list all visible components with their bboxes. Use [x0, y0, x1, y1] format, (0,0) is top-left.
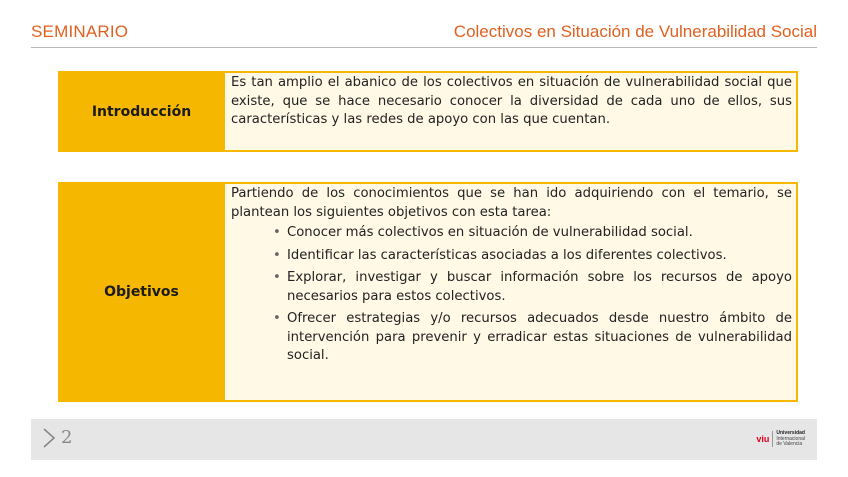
introduction-label: Introducción [58, 71, 225, 152]
bullet-icon: • [273, 270, 281, 285]
objective-text: Conocer más colectivos en situación de vulnerabilidad social. [287, 225, 693, 240]
bullet-icon: • [273, 247, 281, 263]
introduction-text: Es tan amplio el abanico de los colectivos en situación de vulnerabilidad social que existe, que se hace necesario conocer la diversidad de cada uno de ellos, sus características y las redes de apoyo con las que cuentan. [225, 71, 798, 152]
page-number: 2 [61, 427, 73, 448]
list-item [231, 247, 792, 266]
introduction-section [58, 71, 798, 152]
university-logo [756, 431, 805, 448]
objective-text: Ofrecer estrategias y/o recursos adecuados desde nuestro ámbito de intervención para prevenir y erradicar estas situaciones de vulnerabilidad social. [287, 311, 792, 363]
seminar-label: SEMINARIO [31, 22, 129, 41]
logo-text: Universidad Internacional de Valencia [776, 430, 805, 447]
objective-text: Explorar, investigar y buscar información sobre los recursos de apoyo necesarios para estos colectivos. [287, 270, 792, 304]
objectives-list [231, 224, 792, 366]
bullet-icon: • [273, 225, 281, 240]
list-item [231, 269, 792, 306]
viu-logo-mark: viu [756, 434, 770, 445]
list-item [231, 310, 792, 366]
objective-text: Identificar las características asociadas a los diferentes colectivos. [287, 247, 727, 263]
header-divider [31, 47, 817, 48]
footer-bar [31, 419, 817, 460]
list-item [231, 224, 792, 243]
page-title: Colectivos en Situación de Vulnerabilidad Social [453, 22, 817, 41]
objectives-body [225, 182, 798, 402]
objectives-label: Objetivos [58, 182, 225, 402]
logo-divider [772, 431, 773, 447]
objectives-section [58, 182, 798, 402]
objectives-intro: Partiendo de los conocimientos que se han ido adquiriendo con el temario, se plantean los siguientes objetivos con esta tarea: [231, 186, 792, 220]
chevron-right-icon [37, 426, 61, 450]
bullet-icon: • [273, 311, 281, 326]
